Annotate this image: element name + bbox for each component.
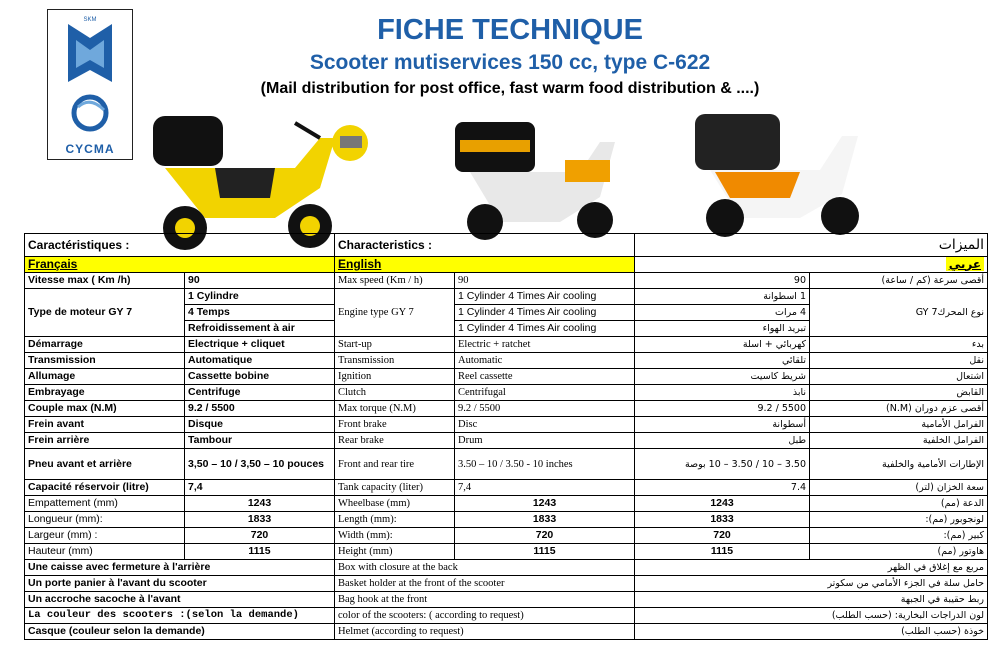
cell: Une caisse avec fermeture à l'arrière	[25, 560, 335, 576]
cell: 1243	[185, 496, 335, 512]
cell: Casque (couleur selon la demande)	[25, 624, 335, 640]
cell: 7,4	[185, 480, 335, 496]
dimension-row	[25, 544, 988, 560]
cell: 720	[455, 528, 635, 544]
lang-fr: Français	[25, 257, 335, 273]
table-row	[25, 401, 988, 417]
cell: 1833	[455, 512, 635, 528]
cell: الإطارات الأمامية والخلفية	[810, 449, 988, 480]
cell: Automatic	[455, 353, 635, 369]
cell: 1243	[635, 496, 810, 512]
cell: خوذة (حسب الطلب)	[635, 624, 988, 640]
cell: سعة الخزان (لتر)	[810, 480, 988, 496]
cell: Drum	[455, 433, 635, 449]
cell: Empattement (mm)	[25, 496, 185, 512]
page-subtitle-usage: (Mail distribution for post office, fast warm food distribution & ....)	[260, 80, 760, 97]
cell: Height (mm)	[335, 544, 455, 560]
cell: 1833	[185, 512, 335, 528]
cell: Démarrage	[25, 337, 185, 353]
page-subtitle: Scooter mutiservices 150 cc, type C-622	[309, 51, 711, 74]
cell: Hauteur (mm)	[25, 544, 185, 560]
cell: Centrifugal	[455, 385, 635, 401]
cell-line: 4 Temps	[185, 305, 334, 321]
cell: 3,50 – 10 / 3,50 – 10 pouces	[185, 449, 335, 480]
scooter-orange-image	[690, 106, 880, 240]
logo-small-text: SKM	[83, 17, 97, 23]
cell-line: 4 مرات	[635, 305, 809, 321]
cell: La couleur des scooters :(selon la demande)	[25, 608, 335, 624]
cell: Transmission	[335, 353, 455, 369]
cell: Embrayage	[25, 385, 185, 401]
option-row	[25, 624, 988, 640]
cell: color of the scooters: ( according to request)	[335, 608, 635, 624]
cell: كهربائي + اسلة	[635, 337, 810, 353]
cell: Capacité réservoir (litre)	[25, 480, 185, 496]
cell: طبل	[635, 433, 810, 449]
dimension-row	[25, 528, 988, 544]
cell: Length (mm):	[335, 512, 455, 528]
cell: أسطوانة	[635, 417, 810, 433]
cell: شريط كاسيت	[635, 369, 810, 385]
logo-text: CYCMA	[65, 142, 115, 156]
cell: Centrifuge	[185, 385, 335, 401]
cell: 1115	[185, 544, 335, 560]
cell	[185, 289, 335, 337]
cell: أقصى سرعة (كم / ساعة)	[810, 273, 988, 289]
table-row	[25, 369, 988, 385]
cell: Tambour	[185, 433, 335, 449]
table-row	[25, 385, 988, 401]
cell: Ignition	[335, 369, 455, 385]
cell: نابذ	[635, 385, 810, 401]
cell-line: 1 Cylinder 4 Times Air cooling	[455, 305, 634, 321]
cell: 1243	[455, 496, 635, 512]
cell: Clutch	[335, 385, 455, 401]
cell: Frein avant	[25, 417, 185, 433]
cell: تلقائي	[635, 353, 810, 369]
cell: 3.50 – 10 / 3.50 – 10 بوصة	[635, 449, 810, 480]
cell: Width (mm):	[335, 528, 455, 544]
cell: Type de moteur GY 7	[25, 289, 185, 337]
cell: Reel cassette	[455, 369, 635, 385]
cell: Wheelbase (mm)	[335, 496, 455, 512]
cell: Max torque (N.M)	[335, 401, 455, 417]
cell: لون الدراجات البخارية: (حسب الطلب)	[635, 608, 988, 624]
header-ar: الميزات	[635, 234, 988, 257]
page-title: FICHE TECHNIQUE	[377, 14, 643, 46]
cell: الفرامل الأمامية	[810, 417, 988, 433]
cell-line: Refroidissement à air	[188, 322, 295, 334]
header-fr: Caractéristiques :	[25, 234, 335, 257]
table-row	[25, 353, 988, 369]
cell: اشتعال	[810, 369, 988, 385]
table-header-row	[25, 234, 988, 257]
cell: Helmet (according to request)	[335, 624, 635, 640]
cell: 1115	[455, 544, 635, 560]
engine-row	[25, 289, 988, 337]
cell: 720	[635, 528, 810, 544]
cell: Couple max (N.M)	[25, 401, 185, 417]
cell: ربط حقيبة في الجبهة	[635, 592, 988, 608]
option-row	[25, 592, 988, 608]
cell: مربع مع إغلاق في الظهر	[635, 560, 988, 576]
cell: Bag hook at the front	[335, 592, 635, 608]
cell-line: 1 اسطوانة	[635, 289, 809, 305]
cell: حامل سلة في الجزء الأمامي من سكوتر	[635, 576, 988, 592]
cell: 720	[185, 528, 335, 544]
cell: Rear brake	[335, 433, 455, 449]
cell: Tank capacity (liter)	[335, 480, 455, 496]
cell: 3.50 – 10 / 3.50 - 10 inches	[455, 449, 635, 480]
cell: Frein arrière	[25, 433, 185, 449]
table-row	[25, 417, 988, 433]
cell-line: 1 Cylinder 4 Times Air cooling	[458, 322, 597, 334]
cell: Box with closure at the back	[335, 560, 635, 576]
cell: بدء	[810, 337, 988, 353]
lang-ar-label: عربي	[946, 257, 984, 271]
cell: 5500 / 9.2	[635, 401, 810, 417]
cell: Start-up	[335, 337, 455, 353]
cell: Disque	[185, 417, 335, 433]
cell: 90	[635, 273, 810, 289]
cell: 1833	[635, 512, 810, 528]
lang-en: English	[335, 257, 635, 273]
option-row	[25, 576, 988, 592]
cell: نقل	[810, 353, 988, 369]
scooter-delivery-image	[450, 112, 640, 242]
dimension-row	[25, 512, 988, 528]
cell: Allumage	[25, 369, 185, 385]
table-row	[25, 433, 988, 449]
cell: Electrique + cliquet	[185, 337, 335, 353]
cell	[635, 289, 810, 337]
cell: Transmission	[25, 353, 185, 369]
cell: Basket holder at the front of the scooter	[335, 576, 635, 592]
cell: Pneu avant et arrière	[25, 449, 185, 480]
dimension-row	[25, 496, 988, 512]
cell-line: 1 Cylindre	[185, 289, 334, 305]
cell: القابض	[810, 385, 988, 401]
cell: Un accroche sacoche à l'avant	[25, 592, 335, 608]
cell: Automatique	[185, 353, 335, 369]
cell: الدعة (مم)	[810, 496, 988, 512]
spec-table	[24, 233, 988, 640]
cell: 1115	[635, 544, 810, 560]
cell-line: 1 Cylinder 4 Times Air cooling	[455, 289, 634, 305]
cell: Largeur (mm) :	[25, 528, 185, 544]
option-row	[25, 560, 988, 576]
table-row	[25, 337, 988, 353]
cell: Disc	[455, 417, 635, 433]
tire-row	[25, 449, 988, 480]
cell	[455, 289, 635, 337]
cell: Cassette bobine	[185, 369, 335, 385]
header-en: Characteristics :	[335, 234, 635, 257]
language-row	[25, 257, 988, 273]
table-row	[25, 273, 988, 289]
cell: Front and rear tire	[335, 449, 455, 480]
cell: أقصى عزم دوران (N.M)	[810, 401, 988, 417]
cell: Front brake	[335, 417, 455, 433]
cell: هاوتور (مم)	[810, 544, 988, 560]
cell: Un porte panier à l'avant du scooter	[25, 576, 335, 592]
cell: Vitesse max ( Km /h)	[25, 273, 185, 289]
tank-row	[25, 480, 988, 496]
option-row	[25, 608, 988, 624]
cell-line: تبريد الهواء	[762, 323, 807, 334]
cell: Longueur (mm):	[25, 512, 185, 528]
cell: كبير (مم):	[810, 528, 988, 544]
cell: 90	[185, 273, 335, 289]
company-logo	[47, 9, 133, 160]
cell: نوع المحركGY 7	[810, 289, 988, 337]
cell: 7.4	[635, 480, 810, 496]
cell: 9.2 / 5500	[185, 401, 335, 417]
cell: 9.2 / 5500	[455, 401, 635, 417]
cell: لونجوبور (مم):	[810, 512, 988, 528]
cell: 90	[455, 273, 635, 289]
cell: 7,4	[455, 480, 635, 496]
cell: Max speed (Km / h)	[335, 273, 455, 289]
cell: الفرامل الخلفية	[810, 433, 988, 449]
logo-graphic	[48, 10, 132, 140]
cell: Engine type GY 7	[335, 289, 455, 337]
cell: Electric + ratchet	[455, 337, 635, 353]
lang-ar	[635, 257, 988, 273]
